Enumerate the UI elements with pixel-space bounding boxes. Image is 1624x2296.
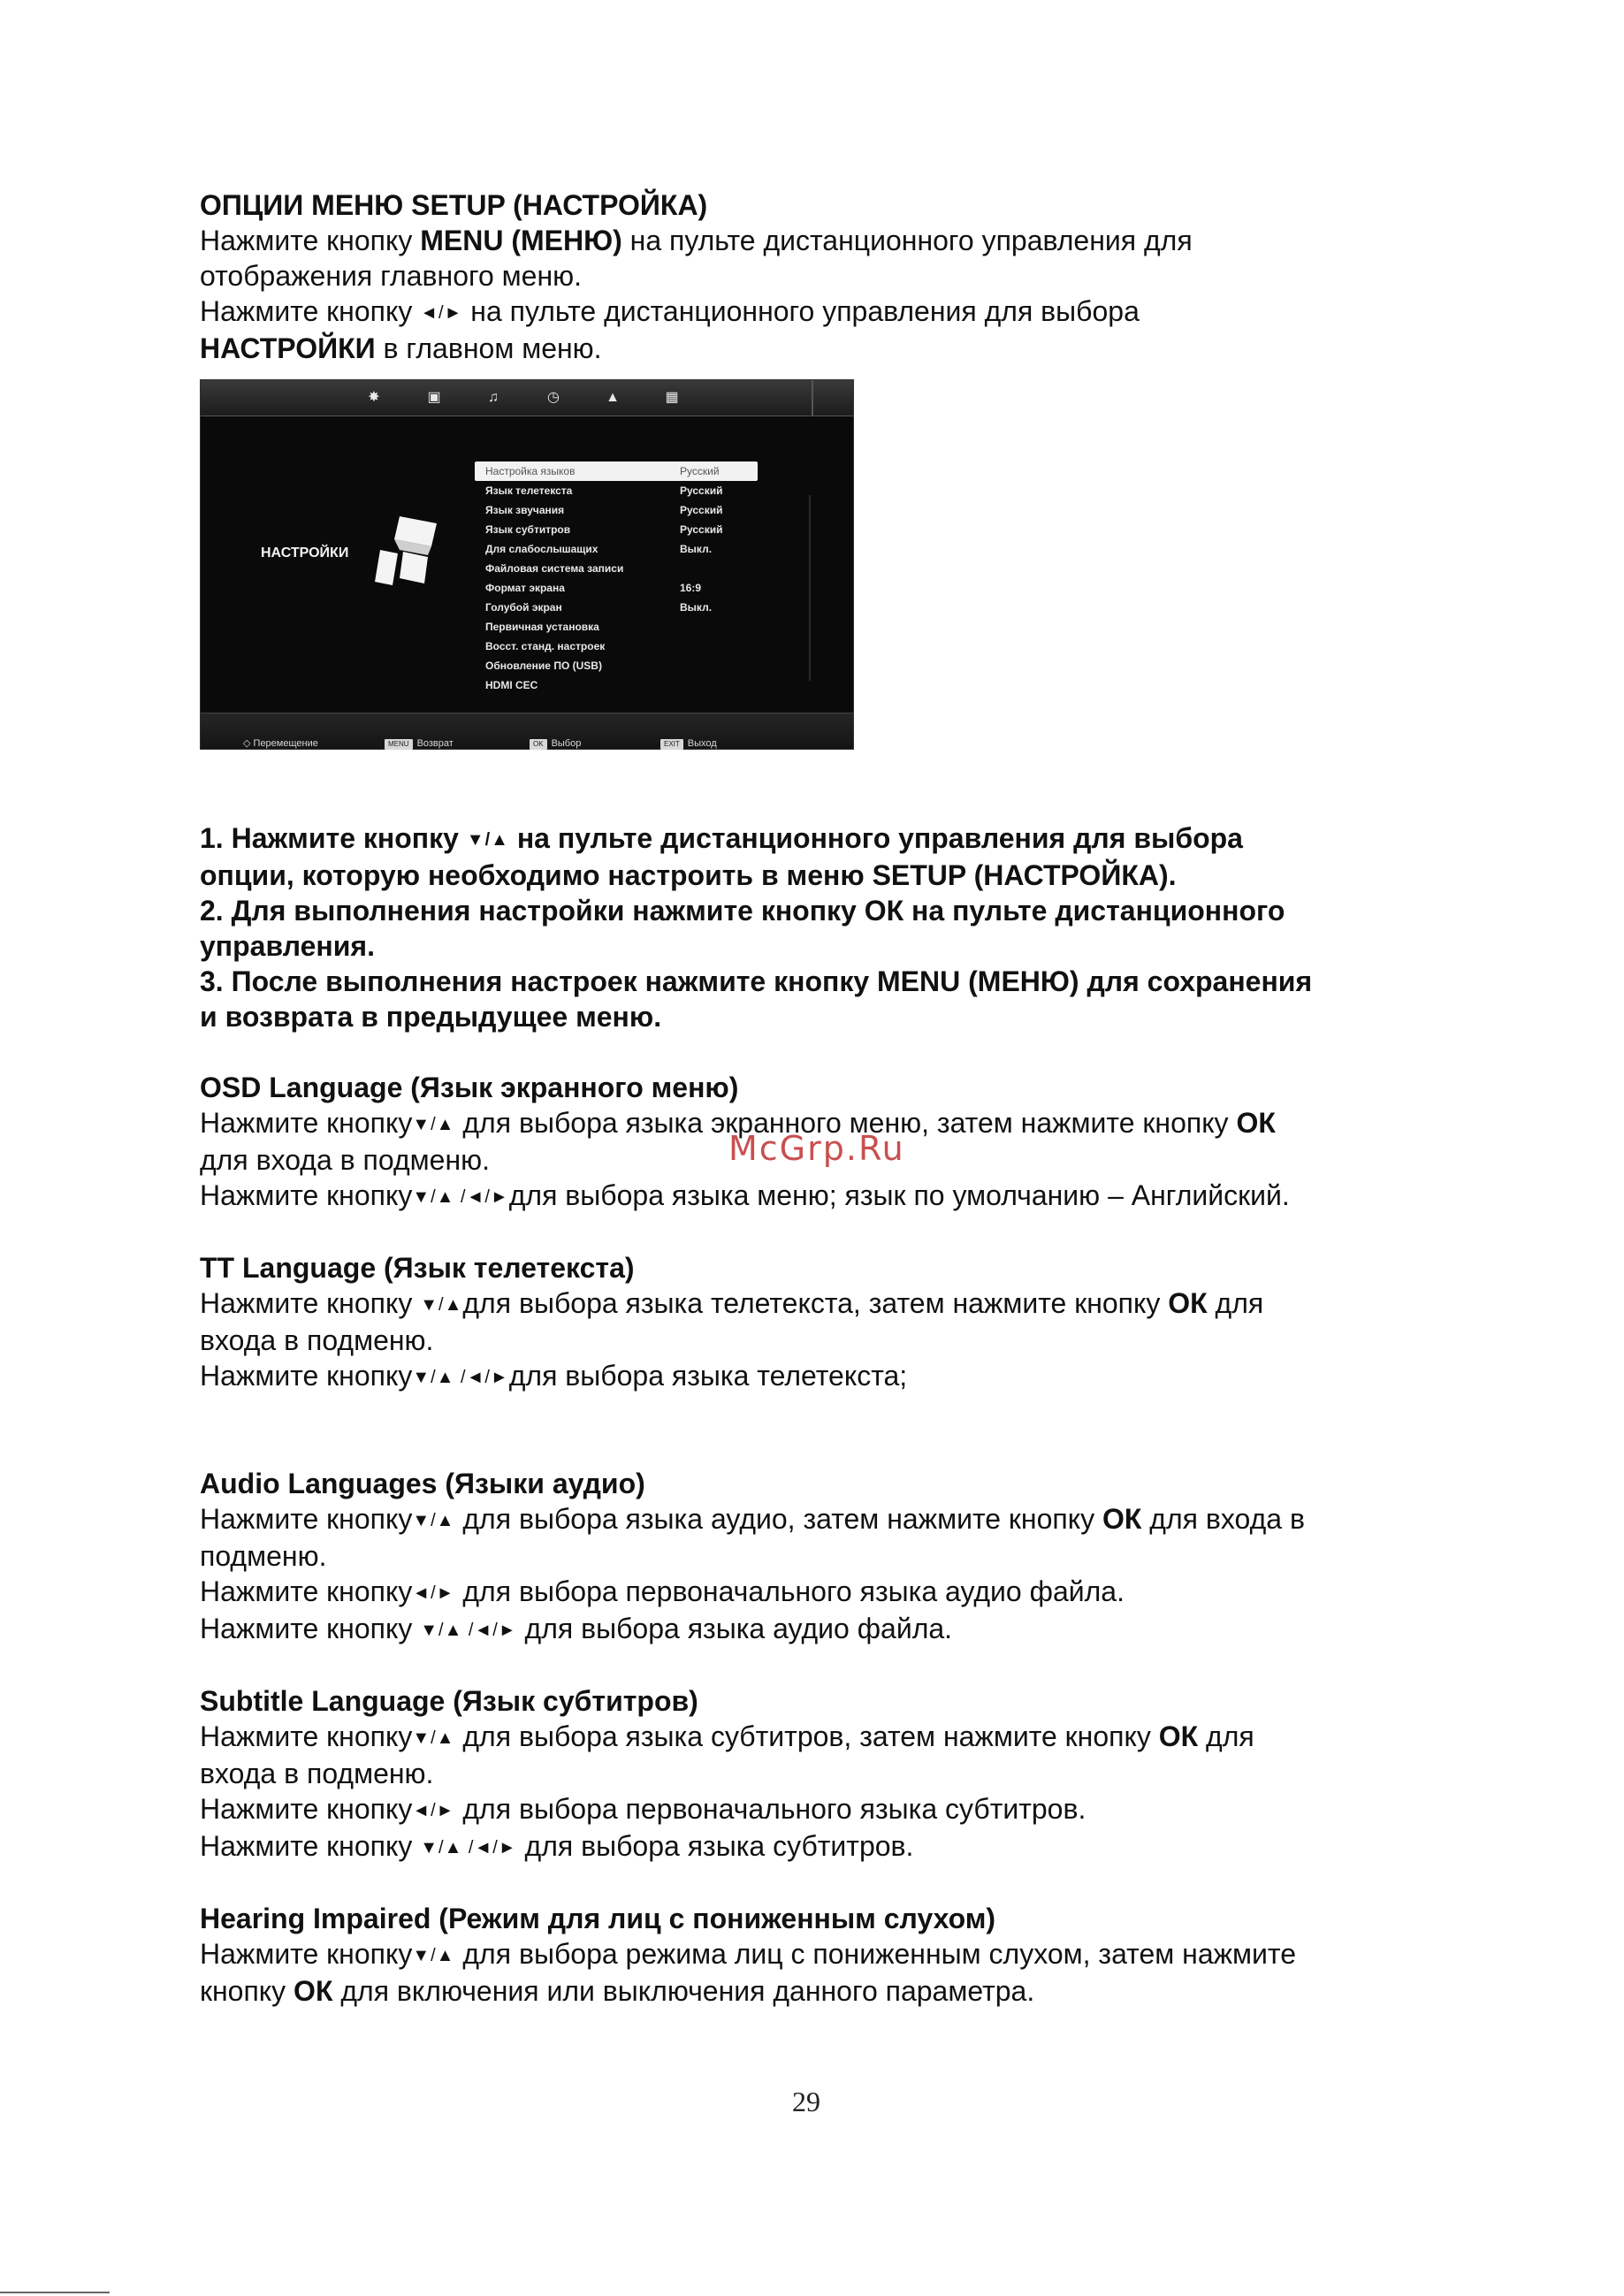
text: Нажмите кнопку (200, 1938, 413, 1970)
navigation-arrows-icon: ▼/▲ /◄/► (412, 1368, 509, 1387)
hearing-line-1 (200, 1936, 1455, 1973)
tv-menu-item[interactable] (475, 598, 758, 617)
ok-key-text: ОК (1168, 1287, 1208, 1319)
ok-key-text: ОК (1236, 1107, 1276, 1139)
text: для входа в (1141, 1503, 1305, 1535)
tv-menu-item[interactable] (475, 500, 758, 520)
hearing-line-2 (200, 1973, 1455, 2009)
music-icon: ♫ (488, 390, 499, 405)
text: Нажмите кнопку (200, 1360, 413, 1392)
document-body (200, 187, 1455, 2009)
text: Нажмите кнопку (200, 1830, 421, 1862)
ok-key-text: ОК (1158, 1720, 1199, 1752)
text: Нажмите кнопку (200, 295, 421, 327)
back-label: Возврат (416, 738, 454, 749)
lock-icon: ▲ (606, 390, 620, 405)
text: на пульте дистанционного управления для выбора (462, 295, 1140, 327)
menu-key-text: MENU (МЕНЮ) (420, 225, 622, 256)
down-up-arrows-icon: ▼/▲ (466, 830, 509, 850)
tv-menu-item[interactable] (475, 539, 758, 559)
subtitle-line-1 (200, 1719, 1455, 1756)
down-up-arrows-icon: ▼/▲ (420, 1295, 463, 1315)
text: для выбора языка аудио файла. (516, 1613, 953, 1644)
divider (812, 380, 813, 416)
select-label: Выбор (551, 738, 582, 749)
text: Нажмите кнопку (200, 1503, 413, 1535)
tv-menu-item[interactable] (475, 637, 758, 656)
step-3-line-2: и возврата в предыдущее меню. (200, 1001, 662, 1033)
tt-line-1 (200, 1285, 1455, 1323)
text: на пульте дистанционного управления для (621, 225, 1193, 256)
subtitle-line-4 (200, 1828, 1455, 1865)
subtitle-line-2: входа в подменю. (200, 1758, 434, 1789)
page-title: ОПЦИИ МЕНЮ SETUP (НАСТРОЙКА) (200, 189, 708, 221)
tv-menu-item-value: Выкл. (680, 543, 713, 555)
text: для выбора языка телетекста, затем нажмите кнопку (462, 1287, 1169, 1319)
move-hint (243, 726, 318, 761)
tv-menu-item-label: Восст. станд. настроек (485, 640, 606, 652)
step-2-line-1: 2. Для выполнения настройки нажмите кнопку ОК на пульте дистанционного (200, 895, 1285, 927)
settings-key-text: НАСТРОЙКИ (200, 332, 376, 364)
exit-key-chip: EXIT (660, 739, 683, 750)
text: Нажмите кнопку (200, 1793, 413, 1825)
watermark: McGrp.Ru (728, 1129, 905, 1168)
text: для выбора первоначального языка аудио файла. (454, 1575, 1125, 1607)
text: для выбора языка субтитров. (516, 1830, 914, 1862)
text: Нажмите кнопку (200, 1720, 413, 1752)
down-up-arrows-icon: ▼/▲ (412, 1511, 455, 1530)
audio-line-4 (200, 1611, 1455, 1648)
tv-menu-list (475, 461, 758, 695)
audio-line-1 (200, 1501, 1455, 1538)
navigation-arrows-icon: ▼/▲ /◄/► (412, 1187, 509, 1207)
tv-menu-item[interactable] (475, 617, 758, 637)
intro-line-2: отображения главного меню. (200, 260, 582, 292)
intro-line-4 (200, 331, 1455, 366)
select-hint (530, 726, 581, 761)
tv-menu-item-label: Первичная установка (485, 621, 599, 633)
tv-menu-item-value: Выкл. (680, 601, 713, 614)
osd-line-2: для входа в подменю. (200, 1144, 490, 1176)
text: 1. Нажмите кнопку (200, 822, 467, 854)
text: для выбора языка субтитров, затем нажмите кнопку (454, 1720, 1159, 1752)
tv-bottom-bar (201, 713, 853, 749)
tt-line-3 (200, 1358, 1455, 1395)
text: для выбора языка аудио, затем нажмите кнопку (454, 1503, 1102, 1535)
hearing-heading: Hearing Impaired (Режим для лиц с пониженным слухом) (200, 1903, 996, 1934)
tv-menu-item-value: Русский (680, 465, 720, 477)
tv-menu-item[interactable] (475, 656, 758, 675)
move-label: Перемещение (253, 738, 318, 749)
tv-menu-item[interactable] (475, 675, 758, 695)
scroll-track (809, 495, 811, 681)
text: для (1198, 1720, 1254, 1752)
ok-key-text: ОК (1102, 1503, 1142, 1535)
text: для выбора режима лиц с пониженным слухом, затем нажмите (454, 1938, 1296, 1970)
text: Нажмите кнопку (200, 1575, 413, 1607)
menu-key-chip: MENU (385, 739, 413, 750)
tv-menu-item-label: Формат экрана (485, 582, 565, 594)
text: Нажмите кнопку (200, 1179, 413, 1211)
osd-heading: OSD Language (Язык экранного меню) (200, 1072, 739, 1103)
text: Нажмите кнопку (200, 1107, 413, 1139)
gear-icon: ✸ (368, 390, 380, 405)
step-3-line-1: 3. После выполнения настроек нажмите кнопку MENU (МЕНЮ) для сохранения (200, 965, 1313, 997)
tv-icon: ▣ (427, 390, 441, 405)
tv-menu-item[interactable] (475, 559, 758, 578)
tv-menu-item-label: Для слабослышащих (485, 543, 599, 555)
down-up-arrows-icon: ▼/▲ (412, 1728, 455, 1748)
section-label: НАСТРОЙКИ (261, 545, 349, 561)
text: для выбора первоначального языка субтитров. (454, 1793, 1086, 1825)
tv-menu-item[interactable] (475, 520, 758, 539)
audio-line-3 (200, 1574, 1455, 1611)
tv-menu-item-value: 16:9 (680, 582, 702, 594)
tv-menu-item[interactable] (475, 578, 758, 598)
tv-menu-item[interactable] (475, 461, 758, 481)
audio-heading: Audio Languages (Языки аудио) (200, 1468, 645, 1499)
tv-menu-item-label: Язык телетекста (485, 484, 573, 497)
tv-menu-item-value: Русский (680, 523, 723, 536)
tt-heading: TT Language (Язык телетекста) (200, 1252, 635, 1284)
move-arrows-icon: ◇ (243, 738, 251, 749)
bottom-rule (0, 2292, 110, 2293)
audio-line-2: подменю. (200, 1540, 327, 1572)
back-hint (385, 726, 454, 761)
osd-line-3 (200, 1178, 1455, 1215)
intro-line-1 (200, 223, 1455, 258)
exit-label: Выход (687, 738, 717, 749)
down-up-arrows-icon: ▼/▲ (412, 1115, 455, 1134)
text: для выбора языка телетекста; (508, 1360, 908, 1392)
ok-key-chip: OK (530, 739, 547, 750)
tt-line-2: входа в подменю. (200, 1324, 434, 1356)
tv-menu-item-value: Русский (680, 484, 723, 497)
tv-menu-item-label: Настройка языков (485, 465, 576, 477)
ok-key-text: ОК (294, 1975, 333, 2007)
left-right-arrows-icon: ◄/► (412, 1583, 455, 1603)
tv-menu-item-label: Голубой экран (485, 601, 562, 614)
page-number: 29 (792, 2086, 820, 2117)
text: в главном меню. (375, 332, 602, 364)
tv-menu-item-label: Язык звучания (485, 504, 565, 516)
grid-icon: ▦ (665, 390, 679, 405)
tv-menu-item-label: Язык субтитров (485, 523, 571, 536)
tv-menu-item-value: Русский (680, 504, 723, 516)
tv-setup-menu-screenshot (200, 379, 854, 750)
text: на пульте дистанционного управления для выбора (508, 822, 1243, 854)
navigation-arrows-icon: ▼/▲ /◄/► (420, 1838, 517, 1857)
text: кнопку (200, 1975, 294, 2007)
text: для выбора языка меню; язык по умолчанию – Английский. (508, 1179, 1290, 1211)
settings-logo-icon (373, 511, 453, 591)
tv-menu-item-label: Обновление ПО (USB) (485, 660, 602, 672)
text: для включения или выключения данного параметра. (332, 1975, 1035, 2007)
tv-menu-item-label: HDMI CEC (485, 679, 538, 691)
subtitle-line-3 (200, 1791, 1455, 1828)
step-1-line-1 (200, 820, 1455, 858)
tv-menu-item[interactable] (475, 481, 758, 500)
navigation-arrows-icon: ▼/▲ /◄/► (420, 1621, 517, 1640)
exit-hint (660, 726, 717, 761)
text: Нажмите кнопку (200, 1287, 421, 1319)
intro-line-3 (200, 294, 1455, 331)
tv-top-bar (201, 380, 853, 416)
down-up-arrows-icon: ▼/▲ (412, 1946, 455, 1965)
left-right-arrows-icon: ◄/► (420, 303, 463, 323)
text: для (1207, 1287, 1264, 1319)
step-1-line-2: опции, которую необходимо настроить в меню SETUP (НАСТРОЙКА). (200, 859, 1177, 891)
text: Нажмите кнопку (200, 225, 421, 256)
step-2-line-2: управления. (200, 930, 375, 962)
text: для выбора языка экранного меню, затем нажмите кнопку (454, 1107, 1237, 1139)
text: Нажмите кнопку (200, 1613, 421, 1644)
subtitle-heading: Subtitle Language (Язык субтитров) (200, 1685, 698, 1717)
tv-menu-item-label: Файловая система записи (485, 562, 624, 575)
left-right-arrows-icon: ◄/► (412, 1801, 455, 1820)
clock-icon: ◷ (547, 390, 560, 405)
